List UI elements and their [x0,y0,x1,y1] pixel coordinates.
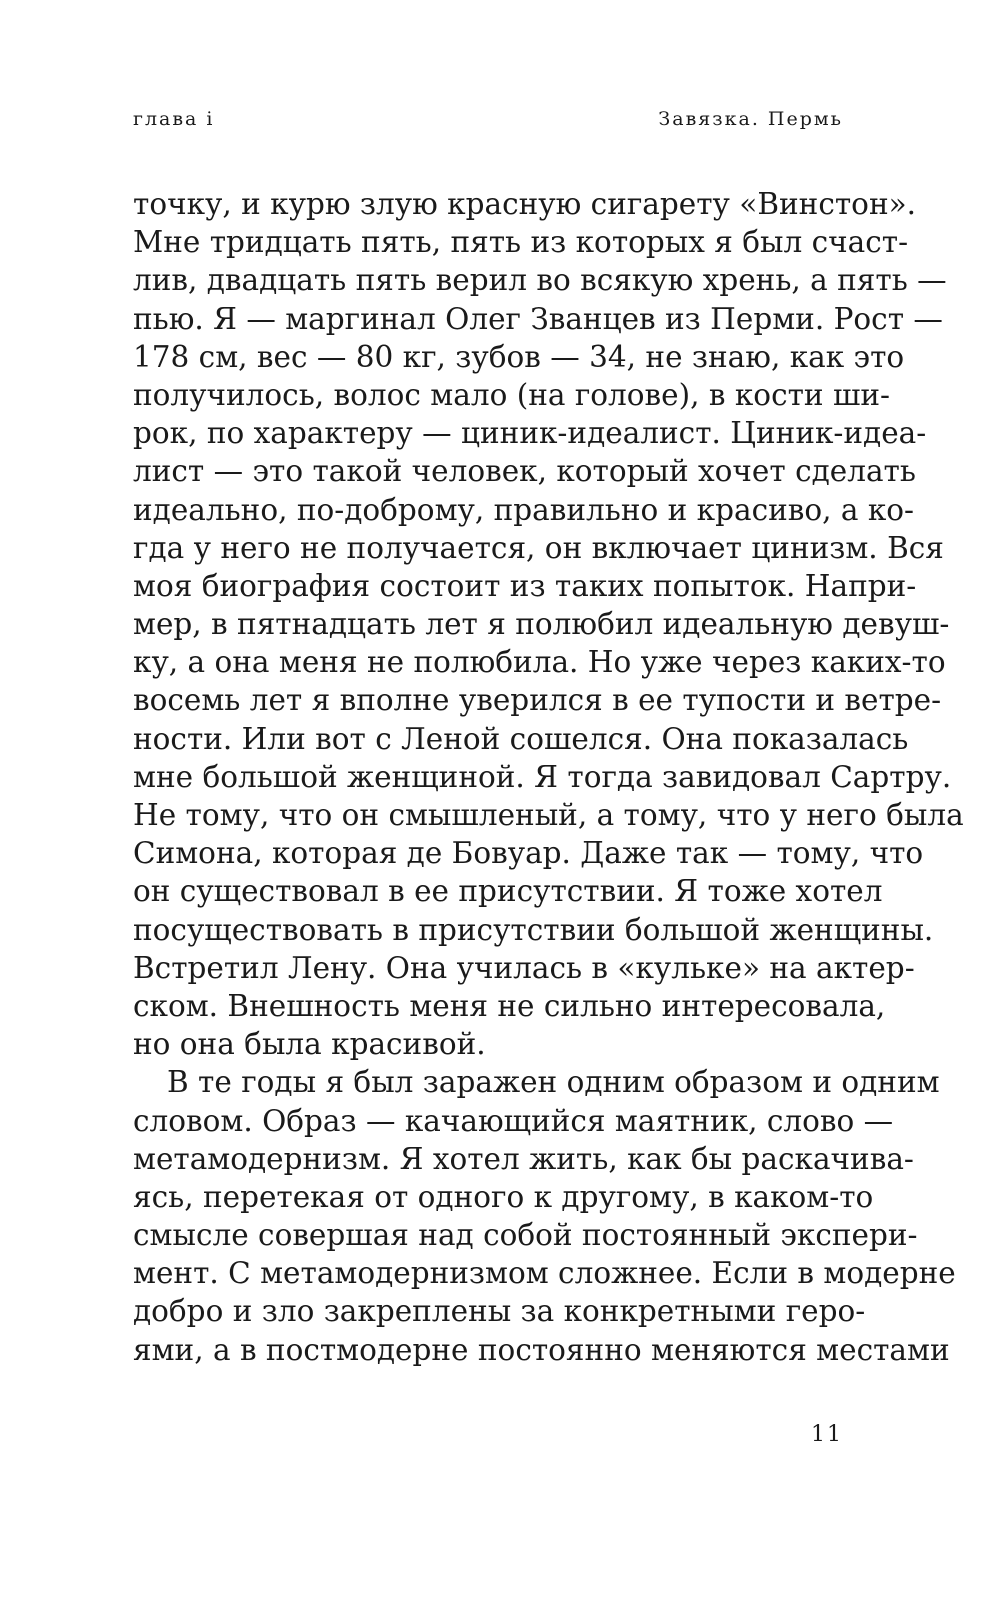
text-line: мне большой женщиной. Я тогда завидовал Сартру. [133,759,952,794]
text-line: 178 см, вес — 80 кг, зубов — 34, не знаю, как это [133,339,905,374]
text-line: точку, и курю злую красную сигарету «Винстон». [133,187,917,221]
text-line: добро и зло закреплены за конкретными геро- [133,1294,866,1329]
text-line: рок, по характеру — циник-идеалист. Циник-идеа- [133,416,927,451]
text-line: ями, а в постмодерне постоянно меняются местами [133,1332,950,1367]
text-line: гда у него не получается, он включает цинизм. Вся [133,530,944,565]
text-line: Мне тридцать пять, пять из которых я был счаст- [133,225,909,260]
page-number: 11 [811,1422,843,1447]
text-line: получилось, волос мало (на голове), в кости ши- [133,377,891,412]
text-line: В те годы я был заражен одним образом и одним [167,1065,940,1100]
text-line: но она была красивой. [133,1027,486,1062]
text-line: пью. Я — маргинал Олег Званцев из Перми. Рост — [133,301,943,336]
text-line: Симона, которая де Бовуар. Даже так — тому, что [133,836,924,871]
text-line: лив, двадцать пять верил во всякую хрень, а пять — [133,263,947,298]
text-line: идеально, по-доброму, правильно и красиво, а ко- [133,492,915,527]
text-line: смысле совершая над собой постоянный экспери- [133,1218,918,1253]
text-line: моя биография состоит из таких попыток. Напри- [133,568,917,603]
text-line: ности. Или вот с Леной сошелся. Она показалась [133,721,909,756]
chapter-label: глава i [133,108,215,130]
paragraph-1 [133,185,964,1063]
text-line: метамодернизм. Я хотел жить, как бы раскачива- [133,1141,914,1176]
text-line: он существовал в ее присутствии. Я тоже хотел [133,874,883,909]
text-line: мер, в пятнадцать лет я полюбил идеальную девуш- [133,607,950,642]
text-line: посуществовать в присутствии большой женщины. [133,912,934,947]
text-line: словом. Образ — качающийся маятник, слово — [133,1103,894,1138]
text-line: ясь, перетекая от одного к другому, в каком-то [133,1179,874,1214]
text-line: мент. С метамодернизмом сложнее. Если в модерне [133,1256,956,1291]
body-text [133,185,964,1369]
text-line: Встретил Лену. Она училась в «кульке» на актер- [133,950,915,985]
paragraph-2 [133,1063,956,1369]
text-line: ку, а она меня не полюбила. Но уже через каких-то [133,645,946,680]
text-line: восемь лет я вполне уверился в ее тупости и ветре- [133,683,942,718]
text-line: ском. Внешность меня не сильно интересовала, [133,988,886,1023]
text-line: Не тому, что он смышленый, а тому, что у него была [133,798,964,832]
chapter-title: Завязка. Пермь [658,108,843,130]
running-head [133,108,843,138]
text-line: лист — это такой человек, который хочет сделать [133,454,916,489]
